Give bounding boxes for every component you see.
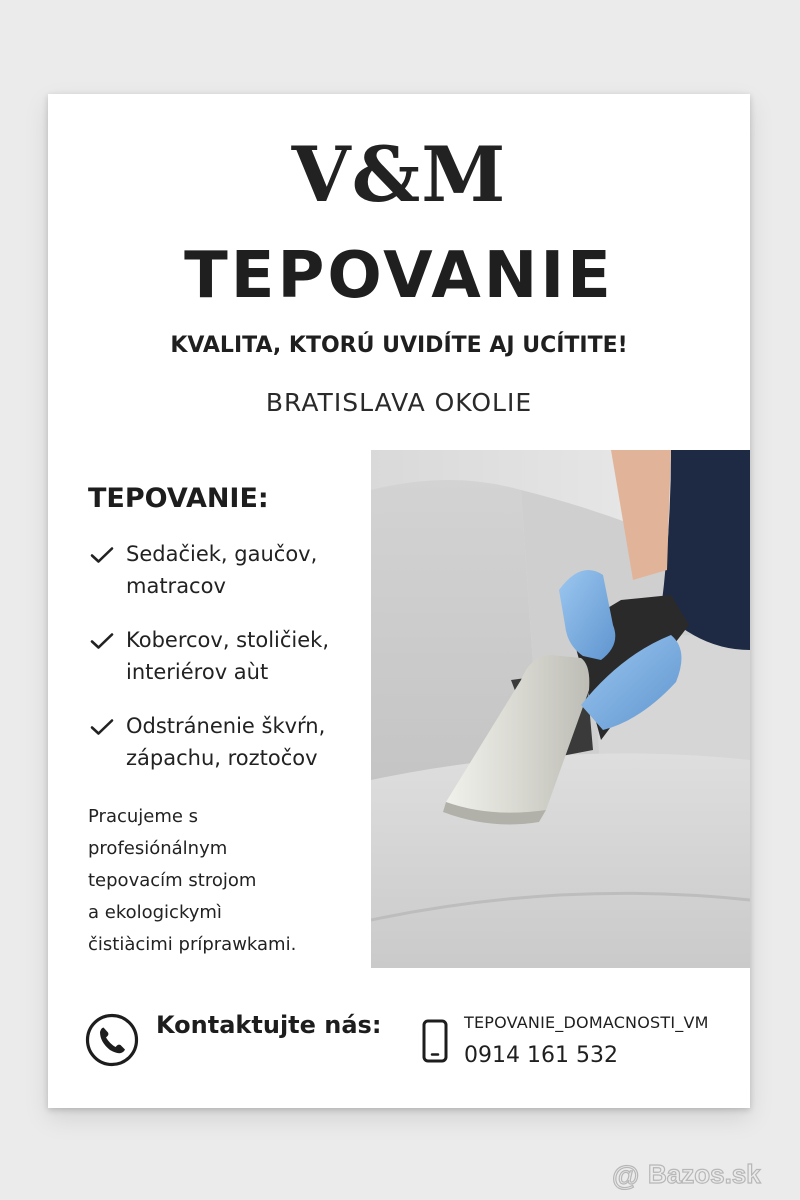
service-list <box>88 538 378 796</box>
list-item <box>88 538 378 624</box>
svg-text:@: @ <box>612 1160 640 1190</box>
description-line: Pracujeme s <box>88 806 199 827</box>
description <box>88 801 378 961</box>
description-line: a ekologickymì <box>88 902 222 923</box>
description-line: tepovacím strojom <box>88 870 257 891</box>
social-handle[interactable]: TEPOVANIE_DOMACNOSTI_VM <box>464 1013 709 1032</box>
cleaning-photo <box>371 450 750 968</box>
check-icon <box>90 632 114 650</box>
service-line: matracov <box>126 574 226 598</box>
slogan: KVALITA, KTORÚ UVIDÍTE AJ UCÍTITE! <box>170 333 628 358</box>
contact-label: Kontaktujte nás: <box>156 1011 382 1039</box>
cleaning-illustration <box>371 450 750 968</box>
description-line: čistiàcimi príprawkami. <box>88 934 297 955</box>
check-icon <box>90 718 114 736</box>
service-line: interiérov aùt <box>126 660 269 684</box>
services-heading: TEPOVANIE: <box>88 483 269 514</box>
check-icon <box>90 546 114 564</box>
couch-seat <box>371 753 750 968</box>
list-item <box>88 710 378 796</box>
location: BRATISLAVA OKOLIE <box>265 388 533 417</box>
phone-number[interactable]: 0914 161 532 <box>464 1043 618 1068</box>
flyer <box>48 94 750 1108</box>
at-sign-icon <box>610 1160 644 1190</box>
service-line: Odstránenie škvŕn, <box>126 714 326 738</box>
service-line: Kobercov, stoličiek, <box>126 628 329 652</box>
service-line: Sedačiek, gaučov, <box>126 542 318 566</box>
page-title: TEPOVANIE <box>184 239 614 313</box>
brand-logo: V&M <box>291 130 507 219</box>
watermark <box>606 1156 796 1192</box>
description-line: profesiónálnym <box>88 838 228 859</box>
mobile-phone-icon <box>422 1019 448 1063</box>
watermark-text: Bazos.sk <box>648 1159 761 1189</box>
service-line: zápachu, roztočov <box>126 746 318 770</box>
list-item <box>88 624 378 710</box>
phone-circle-icon <box>85 1013 139 1067</box>
